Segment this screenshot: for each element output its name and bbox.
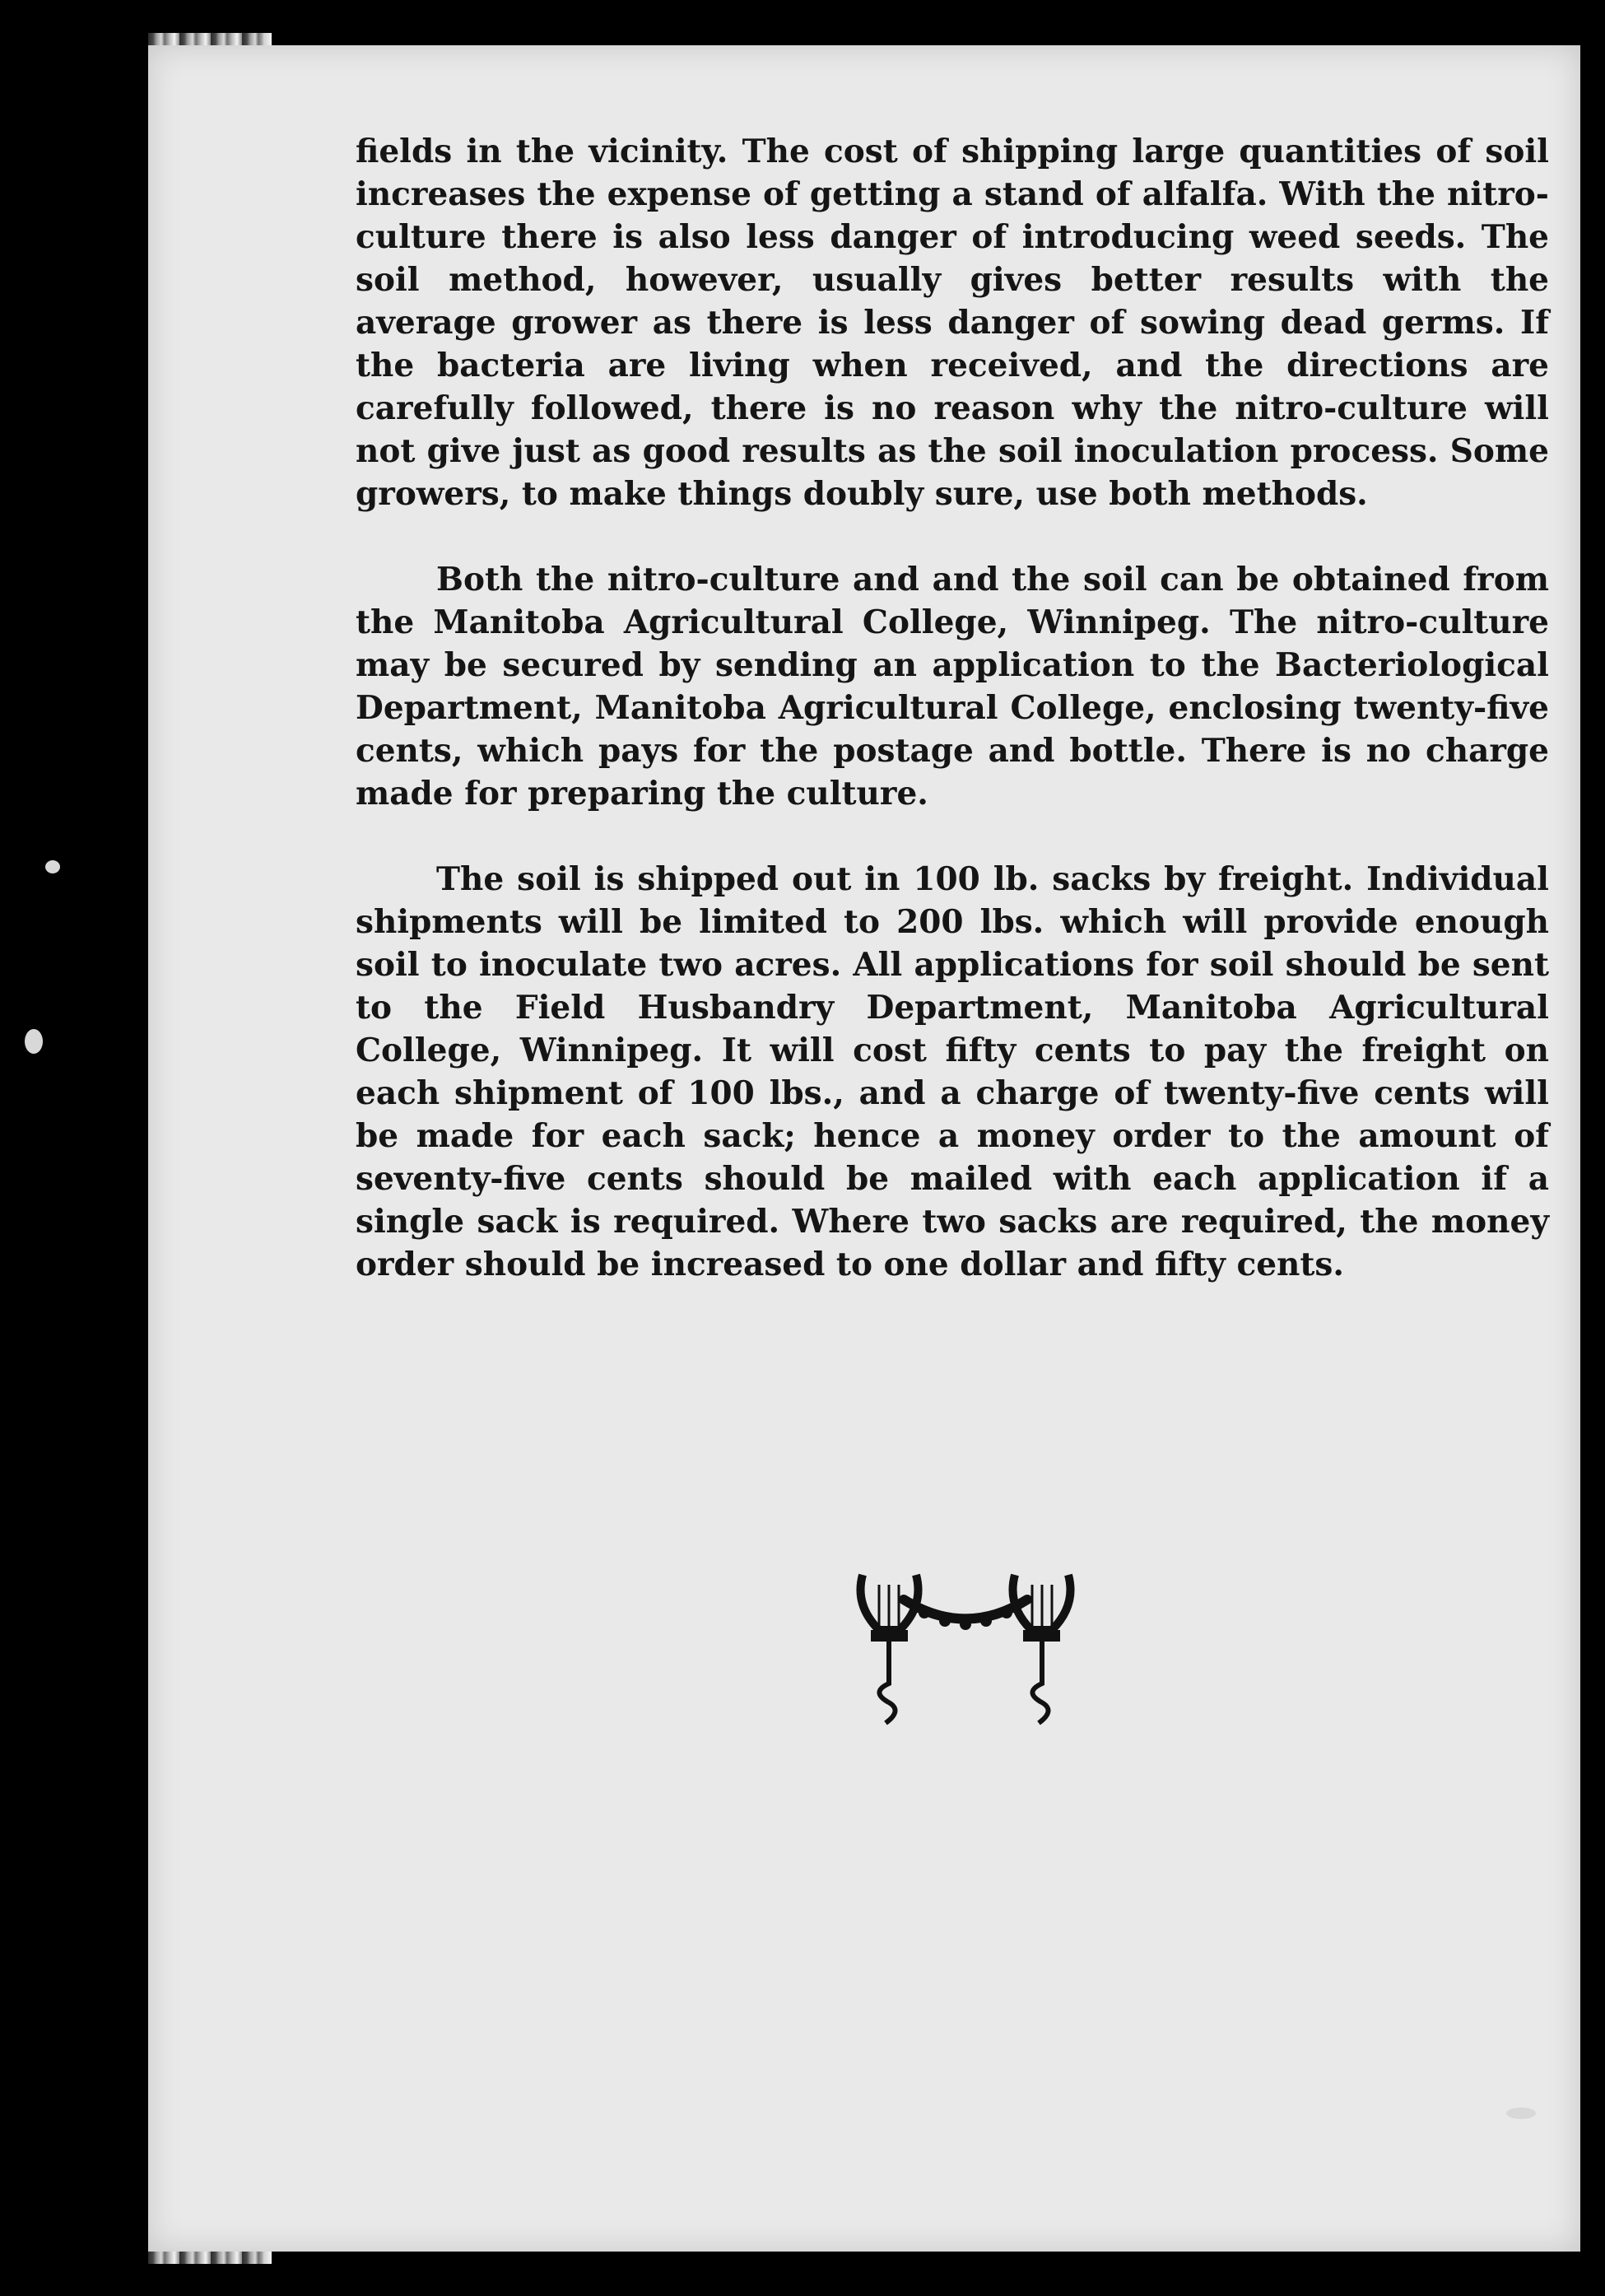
lyre-garland-ornament-icon [846,1560,1085,1733]
scan-speck [25,1029,43,1054]
paragraph-1: fields in the vicinity. The cost of shipping large quantities of soil increases the expense of getting a stand of alfalfa. With the nitro-culture there is also less danger of introducing weed seeds. The soil method, however, usually gives better results with the average grower as there is less danger of sowing dead germs. If the bacteria are living when received, and the directions are carefully followed, there is no reason why the nitro-culture will not give just as good results as the soil inoculation process. Some growers, to make things doubly sure, use both methods. [356,133,1549,513]
page-text [356,130,1549,1329]
scan-speck [1506,2107,1536,2119]
paragraph-2: Both the nitro-culture and and the soil can be obtained from the Manitoba Agricultural College, Winnipeg. The nitro-culture may be secured by sending an application to the Bacteriological Department, Manitoba Agricultural College, enclosing twenty-five cents, which pays for the postage and bottle. There is no charge made for preparing the culture. [356,561,1549,813]
scan-speck [45,860,60,873]
paragraph-3: The soil is shipped out in 100 lb. sacks by freight. Individual shipments will be limited to 200 lbs. which will provide enough soil to inoculate two acres. All applications for soil should be sent to the Field Husbandry Department, Manitoba Agricultural College, Winnipeg. It will cost fifty cents to pay the freight on each shipment of 100 lbs., and a charge of twenty-five cents will be made for each sack; hence a money order to the amount of seventy-five cents should be mailed with each application if a single sack is required. Where two sacks are required, the money order should be increased to one dollar and fifty cents. [356,860,1549,1283]
